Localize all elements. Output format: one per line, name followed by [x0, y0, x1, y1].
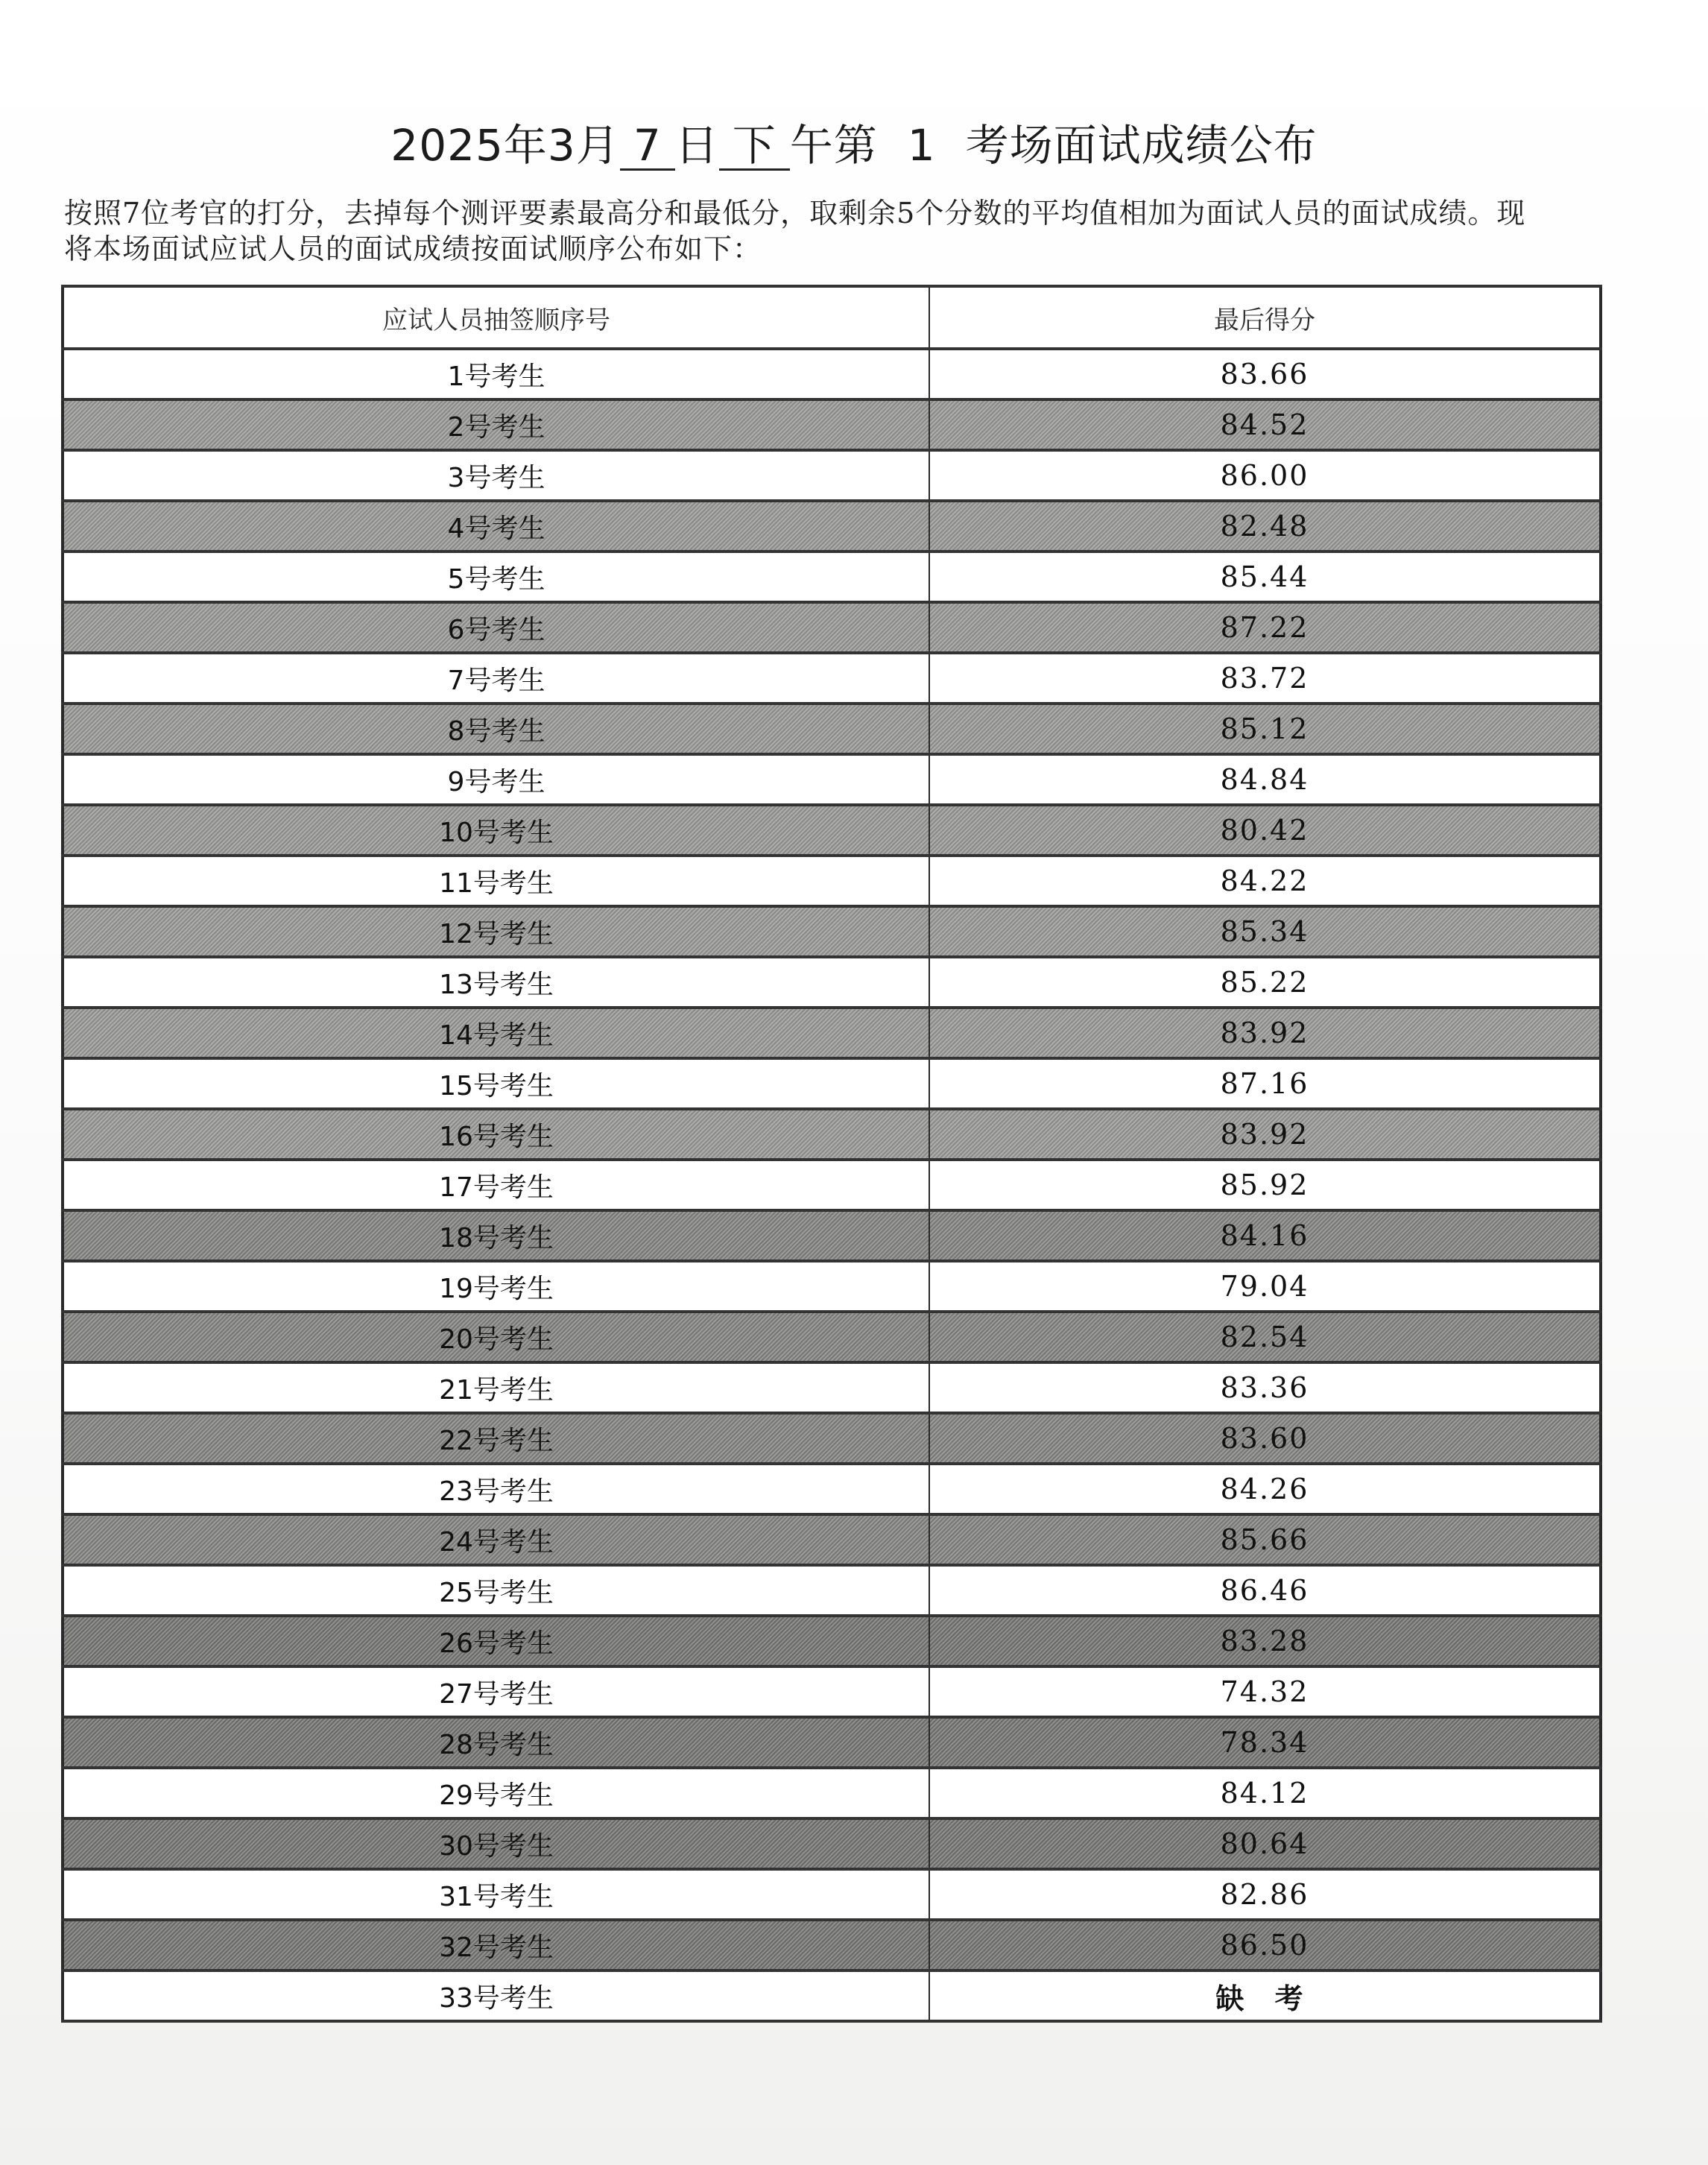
score-cell: 84.12	[929, 1768, 1601, 1818]
table-row	[63, 1261, 1601, 1312]
candidate-cell: 6号考生	[63, 602, 929, 653]
table-row	[63, 501, 1601, 551]
candidate-cell: 8号考生	[63, 704, 929, 754]
candidate-cell: 28号考生	[63, 1717, 929, 1768]
candidate-cell: 25号考生	[63, 1565, 929, 1616]
score-cell: 83.28	[929, 1616, 1601, 1666]
candidate-cell: 21号考生	[63, 1362, 929, 1413]
candidate-cell: 26号考生	[63, 1616, 929, 1666]
table-row	[63, 1109, 1601, 1160]
table-row	[63, 754, 1601, 805]
intro-line-1: 按照7位考官的打分，去掉每个测评要素最高分和最低分，取剩余5个分数的平均值相加为面试人员的面试成绩。现	[64, 197, 1526, 230]
score-cell: 83.60	[929, 1413, 1601, 1464]
score-cell: 80.42	[929, 805, 1601, 856]
table-row	[63, 1565, 1601, 1616]
table-row	[63, 1413, 1601, 1464]
candidate-cell: 33号考生	[63, 1970, 929, 2021]
score-cell: 83.66	[929, 349, 1601, 399]
score-cell: 84.52	[929, 399, 1601, 450]
candidate-cell: 29号考生	[63, 1768, 929, 1818]
table-row	[63, 1514, 1601, 1565]
title-room-number: 1	[907, 120, 936, 171]
candidate-cell: 19号考生	[63, 1261, 929, 1312]
score-cell: 85.12	[929, 704, 1601, 754]
candidate-cell: 24号考生	[63, 1514, 929, 1565]
candidate-cell: 10号考生	[63, 805, 929, 856]
score-cell: 82.54	[929, 1312, 1601, 1362]
table-row	[63, 856, 1601, 906]
title-day-suffix: 日	[674, 120, 719, 171]
score-cell: 85.66	[929, 1514, 1601, 1565]
score-cell: 78.34	[929, 1717, 1601, 1768]
intro-paragraph	[64, 195, 1636, 267]
table-row	[63, 1818, 1601, 1869]
table-row	[63, 1464, 1601, 1514]
page-title	[0, 110, 1708, 173]
table-row	[63, 1362, 1601, 1413]
table-row	[63, 1160, 1601, 1210]
score-cell: 85.92	[929, 1160, 1601, 1210]
score-cell: 83.72	[929, 653, 1601, 704]
table-row	[63, 1869, 1601, 1920]
table-row	[63, 1666, 1601, 1717]
candidate-cell: 17号考生	[63, 1160, 929, 1210]
score-cell: 84.26	[929, 1464, 1601, 1514]
candidate-cell: 12号考生	[63, 906, 929, 957]
candidate-cell: 7号考生	[63, 653, 929, 704]
score-cell: 84.16	[929, 1210, 1601, 1261]
score-cell: 83.36	[929, 1362, 1601, 1413]
score-cell: 86.46	[929, 1565, 1601, 1616]
table-row	[63, 1970, 1601, 2021]
score-cell: 74.32	[929, 1666, 1601, 1717]
header-candidate-order: 应试人员抽签顺序号	[63, 286, 929, 349]
candidate-cell: 18号考生	[63, 1210, 929, 1261]
scores-table	[61, 285, 1602, 2023]
candidate-cell: 1号考生	[63, 349, 929, 399]
candidate-cell: 16号考生	[63, 1109, 929, 1160]
candidate-cell: 32号考生	[63, 1920, 929, 1970]
candidate-cell: 20号考生	[63, 1312, 929, 1362]
candidate-cell: 31号考生	[63, 1869, 929, 1920]
score-cell: 83.92	[929, 1008, 1601, 1058]
candidate-cell: 22号考生	[63, 1413, 929, 1464]
table-row	[63, 551, 1601, 602]
table-row	[63, 1717, 1601, 1768]
table-row	[63, 906, 1601, 957]
table-header-row	[63, 286, 1601, 349]
score-cell: 85.44	[929, 551, 1601, 602]
score-cell: 缺 考	[929, 1970, 1601, 2021]
table-body	[63, 349, 1601, 2021]
table-row	[63, 653, 1601, 704]
score-cell: 80.64	[929, 1818, 1601, 1869]
candidate-cell: 13号考生	[63, 957, 929, 1008]
table-row	[63, 1768, 1601, 1818]
candidate-cell: 5号考生	[63, 551, 929, 602]
candidate-cell: 9号考生	[63, 754, 929, 805]
title-day: 7	[620, 123, 675, 171]
table-row	[63, 1058, 1601, 1109]
table-row	[63, 1008, 1601, 1058]
table-row	[63, 1312, 1601, 1362]
title-suffix: 考场面试成绩公布	[965, 120, 1318, 171]
title-prefix: 2025年3月	[390, 120, 620, 171]
score-cell: 82.48	[929, 501, 1601, 551]
candidate-cell: 14号考生	[63, 1008, 929, 1058]
title-period: 下	[719, 123, 790, 171]
candidate-cell: 27号考生	[63, 1666, 929, 1717]
header-final-score: 最后得分	[929, 286, 1601, 349]
candidate-cell: 11号考生	[63, 856, 929, 906]
title-period-suffix: 午第	[789, 120, 878, 171]
table-row	[63, 1616, 1601, 1666]
score-cell: 87.16	[929, 1058, 1601, 1109]
table-row	[63, 399, 1601, 450]
score-cell: 86.50	[929, 1920, 1601, 1970]
table-row	[63, 1210, 1601, 1261]
table-row	[63, 349, 1601, 399]
table-row	[63, 1920, 1601, 1970]
table-row	[63, 805, 1601, 856]
table-row	[63, 704, 1601, 754]
score-cell: 85.22	[929, 957, 1601, 1008]
score-cell: 79.04	[929, 1261, 1601, 1312]
candidate-cell: 30号考生	[63, 1818, 929, 1869]
table-row	[63, 602, 1601, 653]
score-cell: 84.22	[929, 856, 1601, 906]
score-cell: 82.86	[929, 1869, 1601, 1920]
score-cell: 84.84	[929, 754, 1601, 805]
candidate-cell: 3号考生	[63, 450, 929, 501]
candidate-cell: 15号考生	[63, 1058, 929, 1109]
intro-line-2: 将本场面试应试人员的面试成绩按面试顺序公布如下：	[64, 233, 762, 265]
table-row	[63, 957, 1601, 1008]
candidate-cell: 23号考生	[63, 1464, 929, 1514]
score-cell: 83.92	[929, 1109, 1601, 1160]
score-cell: 87.22	[929, 602, 1601, 653]
candidate-cell: 4号考生	[63, 501, 929, 551]
table-row	[63, 450, 1601, 501]
score-cell: 86.00	[929, 450, 1601, 501]
score-cell: 85.34	[929, 906, 1601, 957]
candidate-cell: 2号考生	[63, 399, 929, 450]
